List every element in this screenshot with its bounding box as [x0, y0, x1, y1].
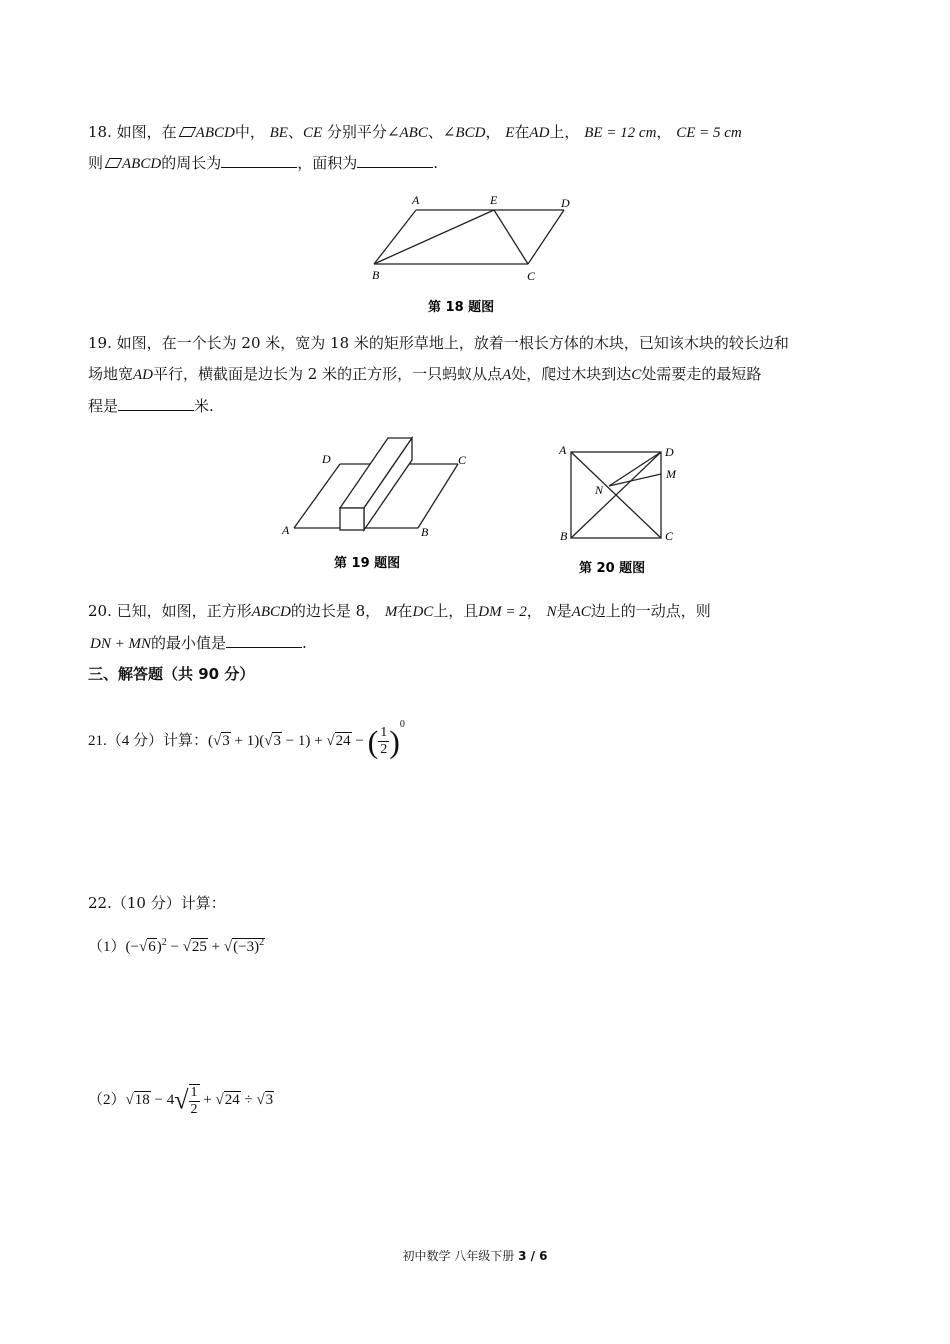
- fig19-label-b: B: [421, 525, 429, 539]
- fig18-label-a: A: [412, 193, 420, 207]
- fig18-caption: 第 18 题图: [428, 300, 495, 315]
- q22-line: 22.（10 分）计算：: [88, 894, 226, 912]
- figure-19: [278, 428, 478, 578]
- q19-line2: 场地宽AD平行，横截面是边长为 2 米的正方形，一只蚂蚁从点A处，爬过木块到达C处需要走的最短路: [88, 365, 762, 383]
- q21-fraction: $\frac{1}{2}$: [380, 725, 388, 758]
- fig18-label-b: B: [372, 268, 380, 282]
- q19-line1: 19. 如图，在一个长为 20 米，宽为 18 米的矩形草地上，放着一根长方体的木块，已知该木块的较长边和: [88, 334, 789, 352]
- q22-part1: $(1)(-√6)^2 - √25 + √(-3)^2$: [88, 937, 265, 955]
- answer-blank-q19[interactable]: [118, 396, 194, 411]
- fig20-label-b: B: [560, 529, 568, 543]
- figure-18: [360, 190, 600, 320]
- q21-line: 21.（4 分）计算：(√3 + 1)(√3 − 1) + √24 − ( $\frac{1}{2}$ )$^0$: [88, 719, 405, 760]
- q20-line1: 20. 已知，如图，正方形ABCD的边长是 8， M在DC上，且DM = 2， N是AC边上的一动点，则: [88, 602, 711, 620]
- fig20-label-d: D: [665, 445, 674, 459]
- fig20-label-m: M: [666, 467, 676, 481]
- q20-line2: DN + MN的最小值是 .: [90, 634, 307, 652]
- fig18-label-e: E: [490, 193, 498, 207]
- q19-line3: 程是 米.: [88, 397, 214, 415]
- q22-fraction: $\frac{1}{2}$: [190, 1084, 198, 1117]
- fig19-label-d: D: [322, 452, 331, 466]
- parallelogram-symbol-icon: [178, 127, 196, 137]
- fig20-label-a: A: [559, 443, 567, 457]
- page-footer: 初中数学 八年级下册 3 / 6: [402, 1249, 548, 1263]
- parallelogram-symbol-icon: [105, 158, 123, 168]
- answer-blank-q20[interactable]: [226, 633, 302, 648]
- q18-line2: 则 ABCD的周长为 ，面积为 .: [88, 154, 438, 172]
- fig18-label-c: C: [527, 269, 536, 283]
- fig19-label-a: A: [282, 523, 290, 537]
- page-number: 3 / 6: [518, 1249, 548, 1263]
- answer-blank-area[interactable]: [357, 153, 433, 168]
- fig20-label-n: N: [595, 483, 604, 497]
- answer-blank-perimeter[interactable]: [221, 153, 297, 168]
- q18-line1: 18. 如图，在 ABCD中， BE、CE 分别平分∠ABC、∠BCD， E在AD上， BE = 12 cm， CE = 5 cm: [88, 123, 742, 141]
- fig18-label-d: D: [561, 196, 570, 210]
- q22-part2: （2）√18 − 4√ $\frac{1}{2}$ + √24 ÷ √3: [88, 1084, 274, 1117]
- figure-20: [555, 440, 685, 580]
- section-3-title: 三、解答题（共 90 分）: [88, 665, 255, 683]
- fig19-caption: 第 19 题图: [334, 556, 401, 571]
- fig20-label-c: C: [665, 529, 674, 543]
- fig20-caption: 第 20 题图: [579, 561, 646, 576]
- fig19-label-c: C: [458, 453, 467, 467]
